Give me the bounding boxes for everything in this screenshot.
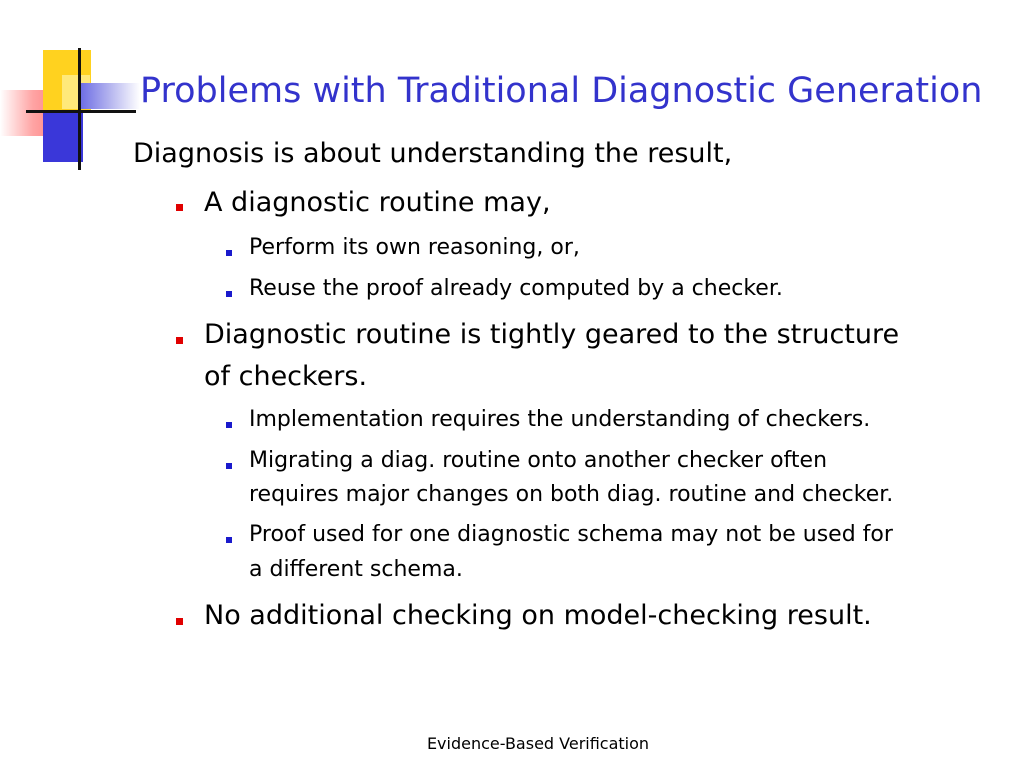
blue-square-bullet-icon bbox=[226, 463, 232, 469]
sub-point-1-1: Perform its own reasoning, or, bbox=[249, 235, 580, 260]
bullet-point-3: No additional checking on model-checking result. bbox=[204, 600, 872, 631]
red-square-bullet-icon bbox=[176, 618, 183, 625]
bullet-point-2-line-2: of checkers. bbox=[204, 361, 368, 392]
slide-title: Problems with Traditional Diagnostic Generation bbox=[140, 71, 983, 111]
blue-square-bullet-icon bbox=[226, 422, 232, 428]
sub-point-1-2: Reuse the proof already computed by a checker. bbox=[249, 276, 783, 301]
sub-point-2-2-line-2: requires major changes on both diag. routine and checker. bbox=[249, 482, 894, 507]
bullet-point-1: A diagnostic routine may, bbox=[204, 187, 551, 218]
decorative-logo bbox=[0, 0, 140, 180]
logo-blue-bar bbox=[80, 83, 140, 109]
red-square-bullet-icon bbox=[176, 204, 183, 211]
logo-blue-square bbox=[43, 110, 83, 162]
logo-horizontal-line bbox=[26, 110, 136, 113]
logo-vertical-line bbox=[78, 48, 81, 170]
blue-square-bullet-icon bbox=[226, 250, 232, 256]
sub-point-2-1: Implementation requires the understanding of checkers. bbox=[249, 407, 871, 432]
sub-point-2-2-line-1: Migrating a diag. routine onto another checker often bbox=[249, 448, 828, 473]
intro-text: Diagnosis is about understanding the result, bbox=[133, 138, 733, 169]
slide-footer: Evidence-Based Verification bbox=[426, 734, 650, 753]
bullet-point-2-line-1: Diagnostic routine is tightly geared to the structure bbox=[204, 319, 900, 350]
blue-square-bullet-icon bbox=[226, 537, 232, 543]
sub-point-2-3-line-1: Proof used for one diagnostic schema may not be used for bbox=[249, 522, 893, 547]
blue-square-bullet-icon bbox=[226, 291, 232, 297]
sub-point-2-3-line-2: a different schema. bbox=[249, 557, 463, 582]
red-square-bullet-icon bbox=[176, 337, 183, 344]
